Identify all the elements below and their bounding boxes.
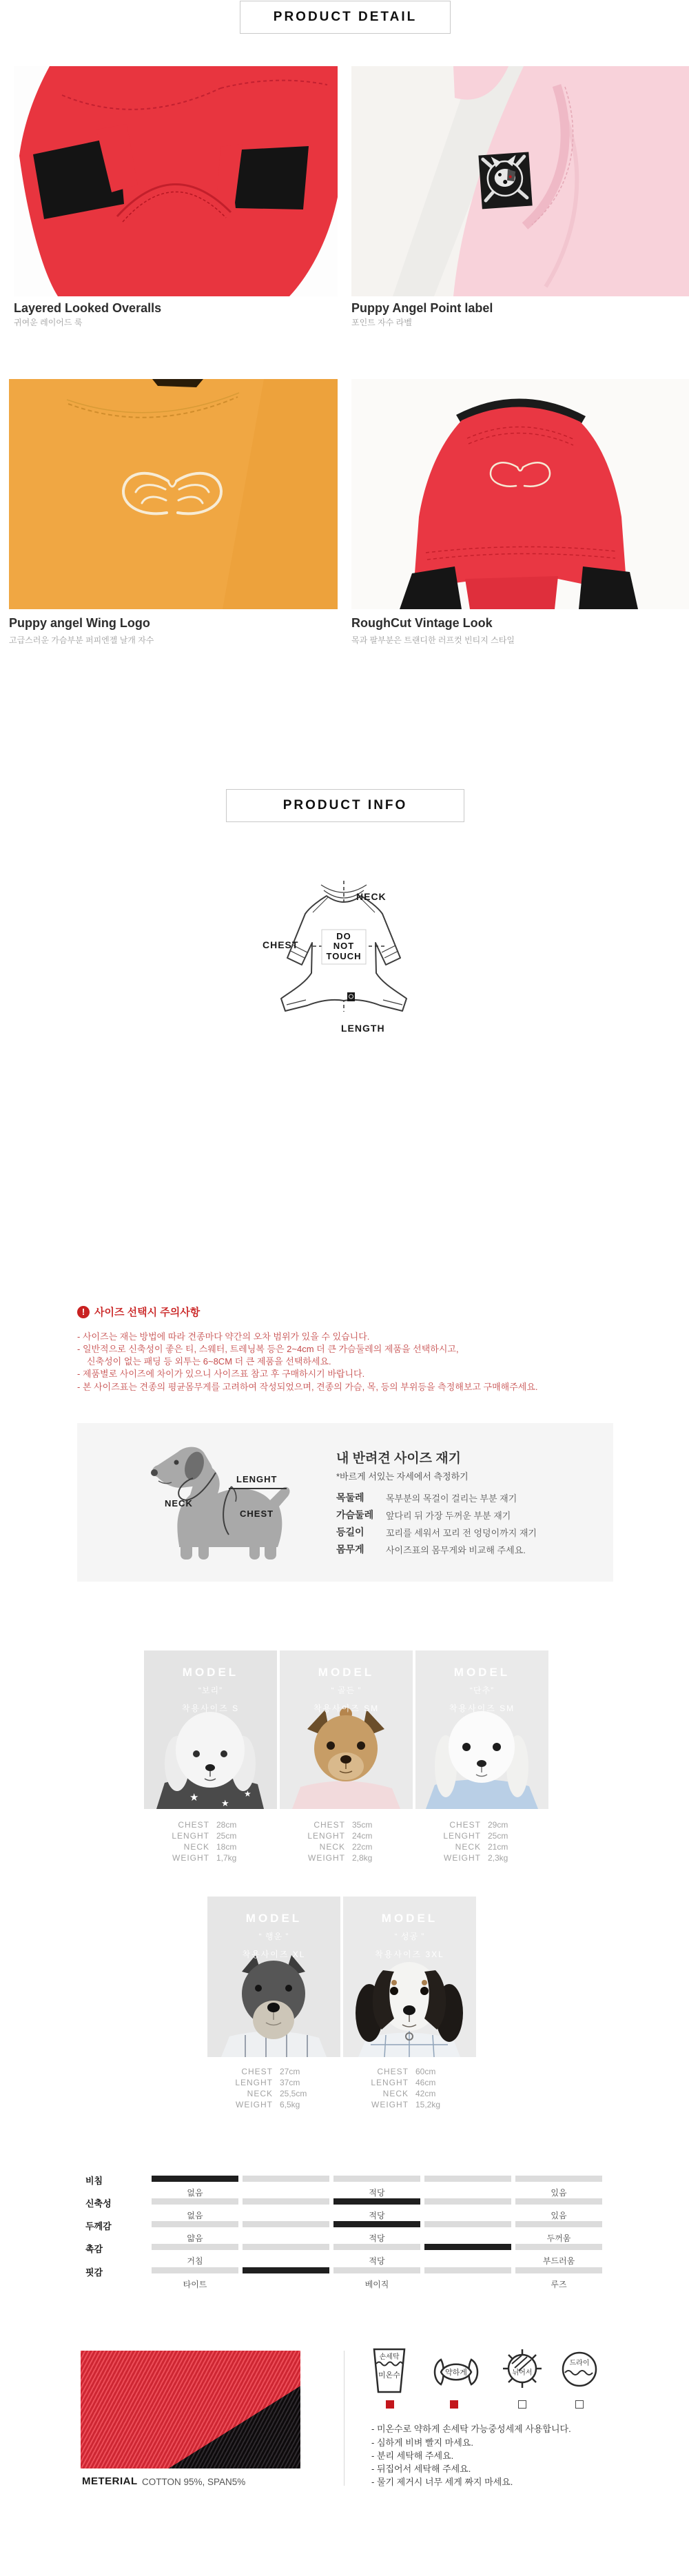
photo-wing-logo: [9, 379, 338, 609]
svg-text:손세탁: 손세탁: [379, 2353, 400, 2361]
guide-row-label: 몸무게: [336, 1544, 364, 1555]
model-word: MODEL: [381, 1912, 438, 1925]
care-line: - 뒤집어서 세탁해 주세요.: [371, 2464, 471, 2474]
guide-row-label: 목둘레: [336, 1492, 364, 1503]
care-line: - 미온수로 약하게 손세탁 가능중성세제 사용합니다.: [371, 2424, 571, 2434]
model-card-seonggong: [343, 1897, 476, 2057]
guide-row-desc: 앞다리 뒤 가장 두꺼운 부분 재기: [386, 1511, 511, 1521]
product-detail-page: PRODUCT DETAIL Layered Looked Overalls 귀여운 레이어드 룩 Puppy Angel Point label 포인트 자수 라벨 Puppy angel Wing Logo 고급스러운 가슴부분 퍼피엔젤 날개 자수 RoughCut Vintage Look 목과 팔부분은 트랜디한 러프컷 빈티지 스타일 PRODUCT INFO DO NOT TOUCH NECK CHEST LENGTH ! 사이즈 선택시 주의사항 - 사이즈는 재는 방법에 따라 견종마다 약간의 오차 범위가 있을 수 있습니다. - 일반적으로 신축성이 좋은 티, 스웨터, 트레닝복 등은 2~4cm 더 큰 가슴둘레의 제품을 선택하시고, 신축성이 없는 패딩 등 외투는 6~8CM 더 큰 제품을 선택하세요. - 제품별로 사이즈에 차이가 있으니 사이즈표 참고 후 구매하시기 바랍니다. - 본 사이즈표는 견종의 평균몸무게를 고려하여 작성되었으며, 견종의 가슴, 목, 등의 부위등을 측정해보고 구매해주세요. LENGHT NECK CHEST 내 반려견 사이즈 재기 *바르게 서있는 자세에서 측정하기 목둘레 목부분의 목걸이 걸리는 부분 재기 가슴둘레 앞다리 뒤 가장 두꺼운 부분 재기 등길이 꼬리를 세워서 꼬리 전 엉덩이까지 재기 몸무게 사이즈표의 몸무게와 비교해 주세요. MODEL “보리” 착용사이즈 S ★ ★ ★ MODEL “ 골든 ” 착용사이즈 SM MODEL “단추” 착용사이즈 SM CHEST 28cm LENGHT 25cm NECK 18cm WEIGHT 1,7kg CHEST 35cm LENGHT 24cm NECK 22cm WEIGHT 2,8kg CHEST 29cm LENGHT 25cm NECK 21cm WEIGHT 2,3kg MODEL “ 행운 ” 착용사이즈 XL MODEL “ 성공 ” 착용사이즈 3XL CHEST 27cm LENGHT 37cm NECK 25,5cm WEIGHT 6,5kg CHEST 60cm LENGHT 46cm NECK 42cm WEIGHT 15,2kg 비침 없음 적당 있음 신축성 없음 적당 있음 두께감 얇음 적당 두꺼움 촉감 거침 적당 부드러움 핏감 타이트 베이직 루즈 METERIAL COTTON 95%, SPAN5% 손세탁 미온수 약하게 뉘어서 드라이 - 미온수로 약하게 손세탁 가능중성세제 사용합니다. - 심하게 비벼 빨지 마세요. - 분리 세탁해 주세요. - 뒤집어서 세탁해 주세요. - 물기 제거시 너무 세게 짜지 마세요.: [0, 0, 689, 2576]
guide-neck-label: NECK: [165, 1498, 193, 1509]
model-name: “ 골든 ”: [331, 1686, 362, 1695]
size-notice-line: 신축성이 없는 패딩 등 외투는 6~8CM 더 큰 제품을 선택하세요.: [87, 1356, 331, 1367]
dog-photo-seonggong: [343, 1954, 476, 2057]
fabric-row-label: 촉감: [85, 2244, 103, 2254]
length-line: [229, 1488, 287, 1489]
product-detail-header-label: PRODUCT DETAIL: [273, 10, 418, 24]
guide-length-label: LENGHT: [236, 1474, 278, 1484]
svg-text:DO: DO: [336, 931, 351, 941]
model-measurements-haengun: CHEST 27cm LENGHT 37cm NECK 25,5cm WEIGHT 6,5kg: [235, 2067, 307, 2109]
model-measurements-seonggong: CHEST 60cm LENGHT 46cm NECK 42cm WEIGHT 15,2kg: [371, 2067, 441, 2109]
product-info-header: [226, 789, 464, 822]
model-name: “ 행운 ”: [258, 1932, 289, 1941]
svg-text:★: ★: [244, 1789, 251, 1799]
photo-layered-overalls: [14, 66, 338, 296]
dog-photo-golden: [280, 1706, 413, 1809]
care-square-outline: [575, 2400, 584, 2409]
svg-text:드라이: 드라이: [569, 2360, 590, 2367]
measure-guide-box: [77, 1423, 613, 1582]
size-notice-line: - 일반적으로 신축성이 좋은 티, 스웨터, 트레닝복 등은 2~4cm 더 큰 가슴둘레의 제품을 선택하시고,: [77, 1344, 459, 1354]
svg-text:★: ★: [189, 1792, 199, 1803]
red-tee-image: [351, 379, 689, 609]
model-card-golden: [280, 1650, 413, 1809]
svg-text:NOT: NOT: [333, 941, 355, 951]
svg-text:미온수: 미온수: [378, 2371, 400, 2380]
red-overalls-image: [14, 66, 338, 296]
exclamation-icon: !: [77, 1306, 90, 1318]
model-word: MODEL: [245, 1912, 302, 1925]
care-line: - 물기 제거시 너무 세게 짜지 마세요.: [371, 2477, 513, 2487]
feature-subtitle-roughcut: 목과 팔부분은 트랜디한 러프컷 빈티지 스타일: [351, 635, 515, 645]
feature-subtitle-wing-logo: 고급스러운 가슴부분 퍼피엔젤 날개 자수: [9, 635, 154, 645]
feature-title-wing-logo: Puppy angel Wing Logo: [9, 616, 150, 630]
model-size: 착용사이즈 SM: [313, 1704, 380, 1713]
model-card-haengun: [207, 1897, 340, 2057]
size-notice-line: - 사이즈는 재는 방법에 따라 견종마다 약간의 오차 범위가 있을 수 있습니다.: [77, 1331, 370, 1342]
care-square-red: [450, 2400, 458, 2409]
feature-title-overalls: Layered Looked Overalls: [14, 301, 162, 315]
model-name: “ 성공 ”: [394, 1932, 425, 1941]
size-notice-title-row: [77, 1305, 200, 1319]
size-notice-line: - 제품별로 사이즈에 차이가 있으니 사이즈표 참고 후 구매하시기 바랍니다.: [77, 1369, 365, 1379]
model-size: 착용사이즈 XL: [242, 1950, 306, 1959]
care-square-outline: [518, 2400, 526, 2409]
model-word: MODEL: [182, 1666, 239, 1679]
feature-title-point-label: Puppy Angel Point label: [351, 301, 493, 315]
size-notice-line: - 본 사이즈표는 견종의 평균몸무게를 고려하여 작성되었으며, 견종의 가슴, 목, 등의 부위등을 측정해보고 구매해주세요.: [77, 1382, 538, 1392]
model-size: 착용사이즈 SM: [449, 1704, 515, 1713]
yellow-wing-image: [9, 379, 338, 609]
care-line: - 분리 세탁해 주세요.: [371, 2451, 454, 2461]
model-measurements-danchu: CHEST 29cm LENGHT 25cm NECK 21cm WEIGHT 2,3kg: [443, 1820, 508, 1863]
product-info-header-label: PRODUCT INFO: [282, 798, 408, 812]
dry-flat-icon: [501, 2347, 544, 2390]
model-name: “단추”: [469, 1686, 495, 1695]
dog-photo-haengun: [207, 1954, 340, 2057]
model-name: “보리”: [198, 1686, 223, 1695]
measure-guide-title: 내 반려견 사이즈 재기: [336, 1451, 462, 1466]
svg-text:★: ★: [221, 1798, 229, 1808]
pink-label-image: [351, 66, 689, 296]
measure-guide-subtitle: *바르게 서있는 자세에서 측정하기: [336, 1471, 469, 1482]
model-size: 착용사이즈 S: [181, 1704, 240, 1713]
product-detail-header: [240, 1, 451, 34]
dry-clean-icon: [560, 2350, 599, 2389]
svg-text:뉘어서: 뉘어서: [512, 2369, 533, 2377]
fabric-row-label: 핏감: [85, 2267, 103, 2278]
diagram-neck-label: NECK: [356, 891, 387, 902]
photo-point-label: [351, 66, 689, 296]
guide-row-desc: 목부분의 목걸이 걸리는 부분 재기: [386, 1493, 517, 1504]
feature-title-roughcut: RoughCut Vintage Look: [351, 616, 493, 630]
guide-row-label: 등길이: [336, 1526, 364, 1537]
guide-row-desc: 꼬리를 세워서 꼬리 전 엉덩이까지 재기: [386, 1528, 537, 1538]
guide-row-label: 가슴둘레: [336, 1509, 374, 1520]
feature-subtitle-overalls: 귀여운 레이어드 룩: [14, 318, 83, 327]
black-fabric-patch: [81, 2351, 300, 2468]
guide-row-desc: 사이즈표의 몸무게와 비교해 주세요.: [386, 1545, 526, 1555]
model-card-danchu: [415, 1650, 548, 1809]
svg-text:TOUCH: TOUCH: [326, 951, 362, 961]
dog-photo-danchu: [415, 1706, 548, 1809]
material-value: COTTON 95%, SPAN5%: [142, 2477, 246, 2487]
model-measurements-golden: CHEST 35cm LENGHT 24cm NECK 22cm WEIGHT 2,8kg: [307, 1820, 373, 1863]
model-measurements-bori: CHEST 28cm LENGHT 25cm NECK 18cm WEIGHT 1,7kg: [172, 1820, 237, 1863]
puppy-angel-tag-icon: [478, 152, 532, 209]
care-line: - 심하게 비벼 빨지 마세요.: [371, 2437, 473, 2448]
feature-subtitle-point-label: 포인트 자수 라벨: [351, 318, 412, 327]
model-size: 착용사이즈 3XL: [375, 1950, 444, 1959]
fabric-row-label: 두께감: [85, 2221, 112, 2231]
fabric-row-label: 비침: [85, 2176, 103, 2186]
model-word: MODEL: [318, 1666, 375, 1679]
fabric-row-label: 신축성: [85, 2198, 112, 2209]
diagram-length-label: LENGTH: [341, 1023, 385, 1034]
dog-photo-bori: [144, 1706, 277, 1809]
hand-wash-icon: [370, 2347, 409, 2394]
fabric-closeup-image: [81, 2351, 300, 2468]
model-word: MODEL: [453, 1666, 511, 1679]
svg-text:약하게: 약하게: [445, 2369, 467, 2377]
material-label: METERIAL: [82, 2475, 138, 2487]
care-square-red: [386, 2400, 394, 2409]
wring-gently-icon: [427, 2357, 485, 2387]
size-notice-title: 사이즈 선택시 주의사항: [94, 1307, 200, 1318]
guide-chest-label: CHEST: [240, 1509, 274, 1519]
model-card-bori: [144, 1650, 277, 1809]
diagram-chest-label: CHEST: [263, 939, 299, 950]
photo-roughcut: [351, 379, 689, 609]
